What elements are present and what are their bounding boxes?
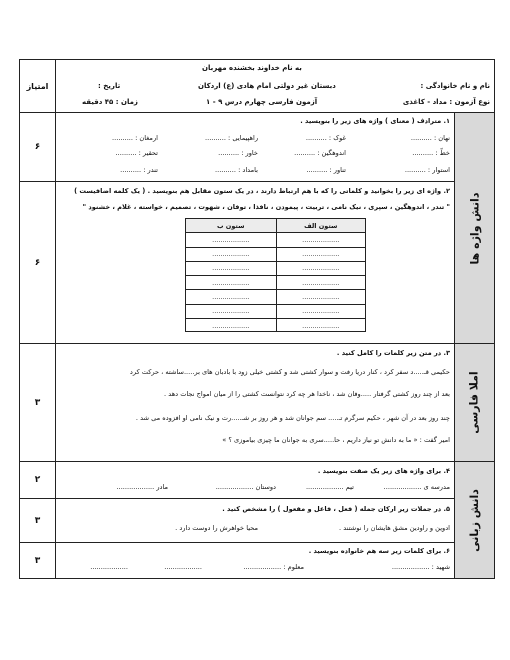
q4-item: دوستان ..................	[215, 483, 276, 491]
matching-table	[185, 218, 366, 332]
name-label: نام و نام خانوادگی :	[420, 82, 490, 90]
column-a-cell[interactable]: ..................	[277, 290, 366, 304]
column-b-cell[interactable]: ..................	[186, 305, 276, 319]
exam-type: نوع آزمون : مداد - کاغذی	[402, 98, 490, 106]
question-2-words: " تندر ، اندوهگین ، سپری ، نیک نامی ، تربیت ، پیمودن ، نافذا ، توفان ، شهوت ، تصمیم ، خواسته ، غلام ، خشنود "	[82, 203, 450, 211]
q3-paragraph: بعد از چند روز کشتی گرفتار .....وفان شد ، ناخدا هر چه کرد نتوانست کشتی را از میان امواج نجات دهد .	[164, 390, 450, 398]
q4-item: مدرسه ی ..................	[383, 483, 450, 491]
column-a	[276, 219, 366, 331]
column-a-cell[interactable]: ..................	[277, 233, 366, 247]
column-a-header: ستون الف	[277, 219, 366, 233]
invocation: به نام خداوند بخشنده مهربان	[202, 64, 302, 72]
section-grammar-label: دانش زبانی	[468, 488, 481, 552]
q1-item: نهان : ..........	[410, 134, 450, 142]
question-3	[20, 344, 494, 462]
q1-item: تناور : ..........	[306, 166, 346, 174]
column-b-cell[interactable]: ..................	[186, 248, 276, 262]
question-1-score: ۶	[20, 113, 56, 181]
exam-header	[20, 60, 494, 113]
question-5-score: ۳	[20, 499, 56, 542]
q1-item: خاور : ..........	[218, 149, 258, 157]
column-a-cell[interactable]: ..................	[277, 262, 366, 276]
question-4-score: ۲	[20, 462, 56, 498]
q6-item: معلوم : ..................	[243, 563, 304, 571]
column-b-cell[interactable]: ..................	[186, 276, 276, 290]
q5-sentence: محیا خواهرش را دوست دارد .	[175, 524, 258, 532]
q4-item: مادر ..................	[116, 483, 168, 491]
column-b	[186, 219, 276, 331]
question-3-title: ۳. در متن زیر کلمات را کامل کنید .	[336, 349, 450, 357]
question-6-score: ۳	[20, 543, 56, 578]
question-5-title: ۵. در جملات زیر ارکان جمله ( فعل ، فاعل و مفعول ) را مشخص کنید .	[222, 505, 450, 513]
question-2-score: ۶	[20, 182, 56, 343]
section-grammar	[454, 462, 494, 578]
section-vocabulary	[454, 113, 494, 344]
q1-item: تحقیر : ..........	[115, 149, 158, 157]
q3-paragraph: امیر گفت : « ما به دانش تو نیاز داریم ، حا.....سری به جوانان ما چیزی بیاموزی ؟ »	[222, 436, 450, 444]
question-1	[20, 113, 494, 182]
q1-item: ارمغان : ..........	[112, 134, 158, 142]
question-4-title: ۴. برای واژه های زیر یک صفت بنویسید .	[317, 467, 450, 475]
q3-paragraph: چند روز بعد در آن شهر ، حکیم سرگرم تـ..... سم جوانان شد و هر روز بر شـ.....رت و نیک نامی او افزوده می شد .	[135, 414, 450, 422]
q6-item: ..................	[164, 563, 202, 571]
column-a-cell[interactable]: ..................	[277, 248, 366, 262]
section-spelling-label: املا فارسی	[468, 371, 481, 434]
exam-title: آزمون فارسی چهارم درس ۹ - ۱	[206, 98, 318, 106]
column-b-header: ستون ب	[186, 219, 276, 233]
q5-sentence: ادوین و راودین مشق هایشان را نوشتند .	[339, 524, 450, 532]
q1-item: راهپیمایی : ..........	[205, 134, 258, 142]
q1-item: غوک : ..........	[305, 134, 346, 142]
q4-item: تیم ..................	[305, 483, 354, 491]
q1-item: اندوهگین : ..........	[294, 149, 346, 157]
column-b-cell[interactable]: ..................	[186, 262, 276, 276]
question-4	[20, 462, 494, 499]
q1-item: خطّ : ..........	[412, 149, 450, 157]
question-3-score: ۳	[20, 344, 56, 461]
section-vocabulary-label: دانش واژه ها	[467, 192, 481, 264]
question-6-title: ۶. برای کلمات زیر سه هم خانواده بنویسید .	[308, 547, 450, 555]
column-b-cell[interactable]: ..................	[186, 290, 276, 304]
column-b-cell[interactable]: ..................	[186, 233, 276, 247]
exam-time: زمان : ۴۵ دقیقه	[82, 98, 138, 106]
score-column-header: امتیاز	[20, 60, 56, 113]
question-5	[20, 499, 494, 543]
school-name: دبستان غیر دولتی امام هادی (ع) اردکان	[198, 82, 336, 90]
question-2-title: ۲. واژه ای زیر را بخوانید و کلماتی را که با هم ارتباط دارند ، در یک ستون مقابل هم بنویسید . ( یک کلمه اضافیست )	[74, 187, 450, 195]
question-1-title: ۱. مترادف ( معنای ) واژه های زیر را بنویسید .	[300, 117, 450, 125]
q1-item: تندر : ..........	[120, 166, 158, 174]
column-a-cell[interactable]: ..................	[302, 321, 340, 330]
q1-item: بامداد : ..........	[215, 166, 258, 174]
q6-item: شهید : ..................	[391, 563, 450, 571]
q6-item: ..................	[90, 563, 128, 571]
q1-item: استوار : ..........	[404, 166, 450, 174]
column-b-cell[interactable]: ..................	[212, 321, 250, 330]
q3-paragraph: حکیمی قـ.....د سفر کرد ، کنار دریا رفت و سوار کشتی شد و کشتی خیلی زود با بادبان های بر.....ساشته ، حرکت کرد	[129, 368, 450, 376]
date-label: تاریخ :	[98, 82, 121, 90]
question-6	[20, 543, 494, 578]
column-a-cell[interactable]: ..................	[277, 276, 366, 290]
section-spelling	[454, 344, 494, 462]
column-a-cell[interactable]: ..................	[277, 305, 366, 319]
